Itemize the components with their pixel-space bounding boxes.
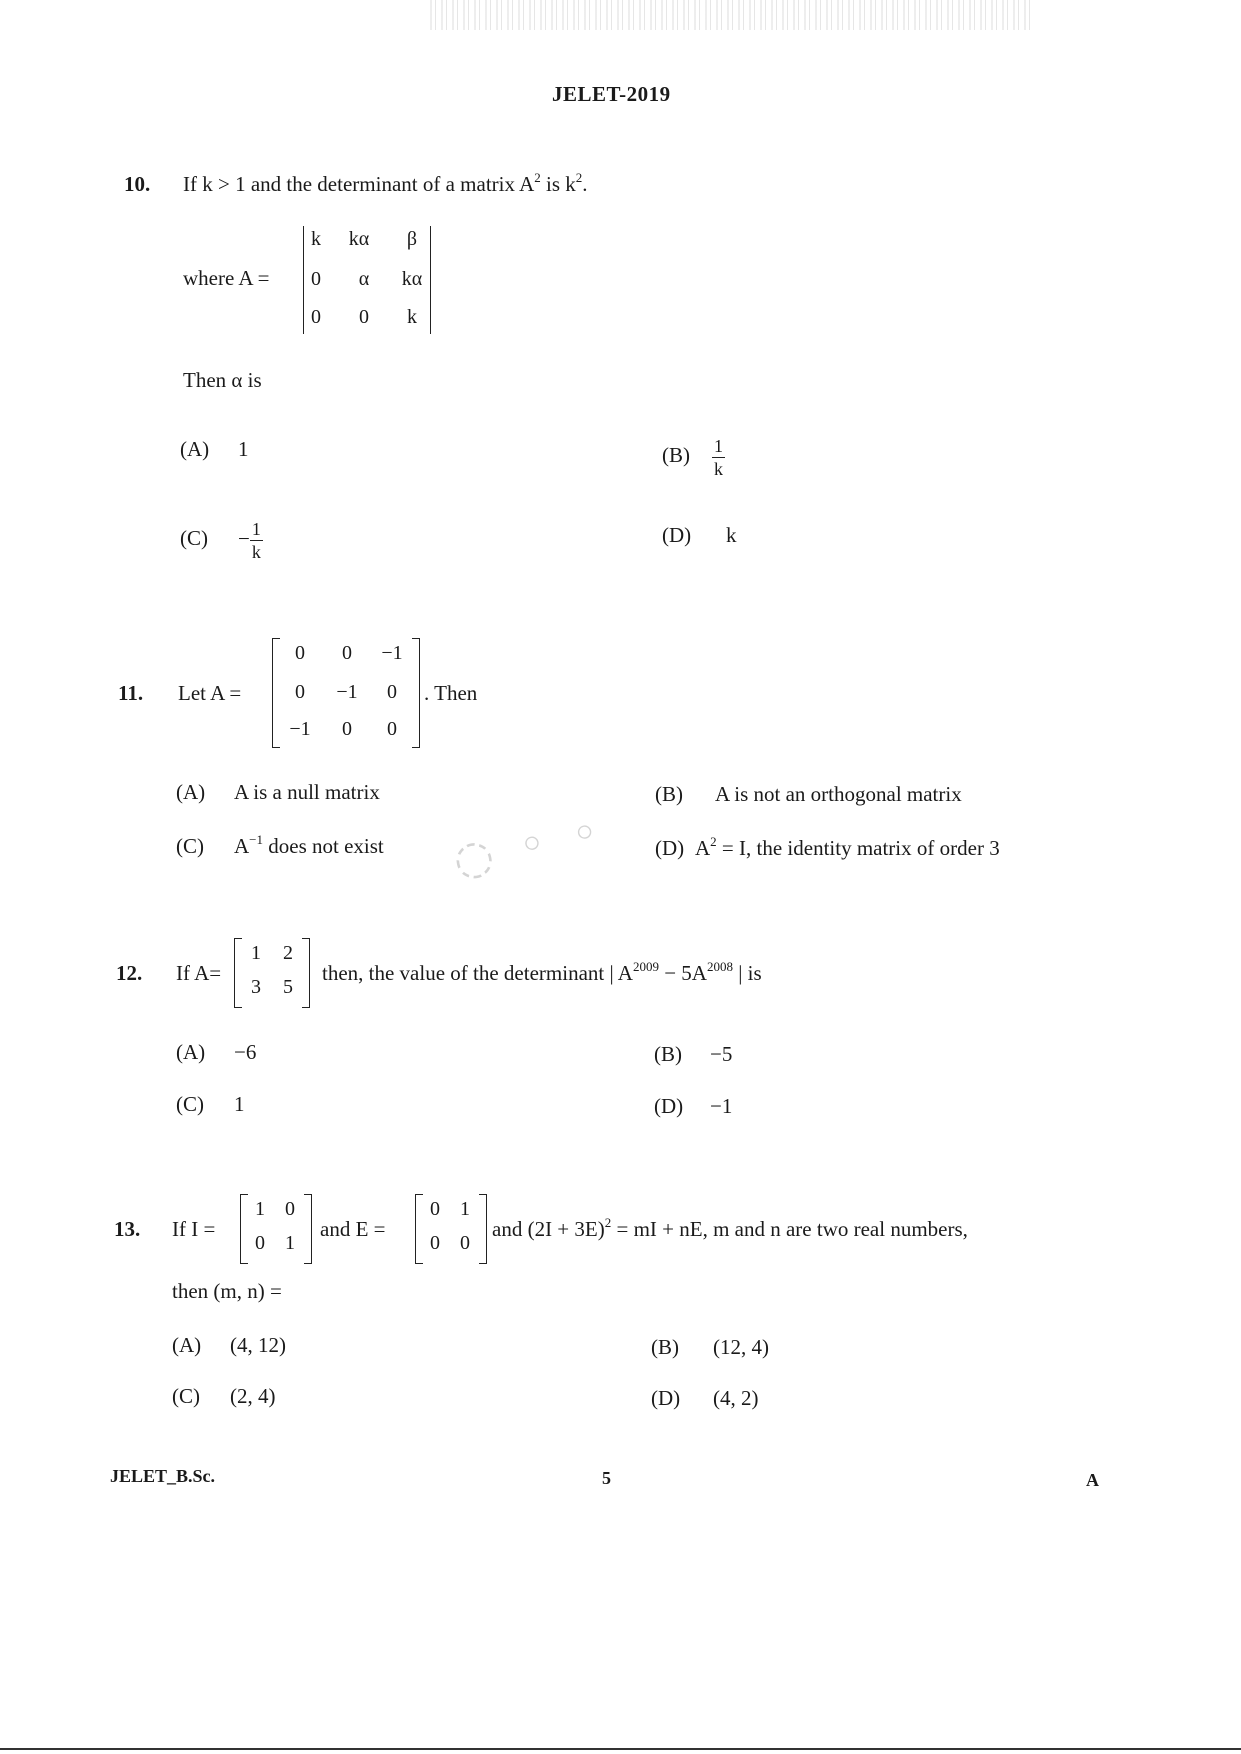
matrix-cell: −1 [381,642,403,664]
matrix-cell: k [407,306,417,328]
matrix-cell: 0 [359,306,369,328]
matrix-cell: 2 [283,942,293,964]
question-number-12: 12. [116,961,143,985]
option-13-c: (C) (2, 4) [172,1384,276,1408]
question-number-13: 13. [114,1217,141,1241]
option-12-c: (C) 1 [176,1092,245,1116]
where-label: where A = [183,266,270,290]
matrix-cell: 1 [460,1198,470,1220]
option-11-d: (D) $A^2 = I$, the identity matrix of order 3 [655,834,1000,860]
question-13-stem: and $(2I + 3E)^2$ = mI + nE, m and n are two real numbers, [492,1215,968,1241]
option-10-a: (A) 1 [180,437,249,461]
matrix-e [415,1194,487,1264]
question-10-then: Then α is [183,368,262,392]
option-13-a: (A) (4, 12) [172,1333,286,1357]
matrix-cell: 0 [430,1232,440,1254]
matrix-cell: 0 [387,681,397,703]
if-i-label: If I = [172,1217,216,1241]
question-number-10: 10. [124,172,151,196]
option-12-b: (B) −5 [654,1042,733,1066]
option-12-a: (A) −6 [176,1040,257,1064]
question-10-stem: If k > 1 and the determinant of a matrix $A^2$ is $k^2$. [183,170,588,196]
option-13-d: (D) (4, 2) [651,1386,759,1410]
bottom-rule [0,1748,1241,1750]
matrix-cell: 0 [311,306,321,328]
matrix-cell: 0 [460,1232,470,1254]
matrix-cell: β [406,228,418,250]
matrix-cell: kα [348,228,370,250]
question-13-tail: then (m, n) = [172,1279,282,1303]
matrix-i [240,1194,312,1264]
matrix-cell: 0 [255,1232,265,1254]
fraction: $\frac{1}{k}$ [251,519,261,562]
question-12-stem: then, the value of the determinant | $A^{2009} - 5A^{2008}$ | is [322,959,762,985]
option-10-b: (B) $\frac{1}{k}$ [662,436,723,479]
matrix-a-2x2 [234,938,310,1008]
matrix-cell: 1 [251,942,261,964]
option-10-d: (D) k [662,523,737,547]
matrix-cell: −1 [336,681,358,703]
question-11-then: . Then [424,681,478,705]
option-11-a: (A) A is a null matrix [176,780,380,804]
matrix-cell: 0 [342,642,352,664]
scan-noise [430,0,1030,30]
stamp-watermark: ◌ ◦ ◦ [448,802,610,888]
option-13-b: (B) (12, 4) [651,1335,769,1359]
footer-course: JELET_B.Sc. [110,1466,216,1486]
matrix-cell: 0 [387,718,397,740]
matrix-cell: 0 [295,681,305,703]
matrix-cell: 5 [283,976,293,998]
matrix-cell: 0 [311,268,321,290]
matrix-a [272,638,420,748]
matrix-cell: 0 [342,718,352,740]
matrix-cell: kα [401,268,423,290]
option-11-c: (C) $A^{-1}$ does not exist [176,832,384,858]
let-label: Let A = [178,681,242,705]
matrix-cell: −1 [289,718,311,740]
page-title: JELET-2019 [552,82,671,106]
matrix-cell: k [311,228,321,250]
fraction: $\frac{1}{k}$ [714,436,723,479]
option-12-d: (D) −1 [654,1094,733,1118]
matrix-cell: 1 [255,1198,265,1220]
matrix-cell: 3 [251,976,261,998]
matrix-cell: α [358,268,370,290]
footer-set-code: A [1086,1470,1099,1490]
determinant-a [303,226,431,334]
option-10-c: (C) − $\frac{1}{k}$ [180,519,261,562]
matrix-cell: 1 [285,1232,295,1254]
option-11-b: (B) A is not an orthogonal matrix [655,782,962,806]
matrix-cell: 0 [285,1198,295,1220]
question-number-11: 11. [118,681,144,705]
matrix-cell: 0 [430,1198,440,1220]
matrix-cell: 0 [295,642,305,664]
footer-page-number: 5 [602,1468,611,1488]
if-a-label: If A= [176,961,222,985]
and-e-label: and E = [320,1217,386,1241]
